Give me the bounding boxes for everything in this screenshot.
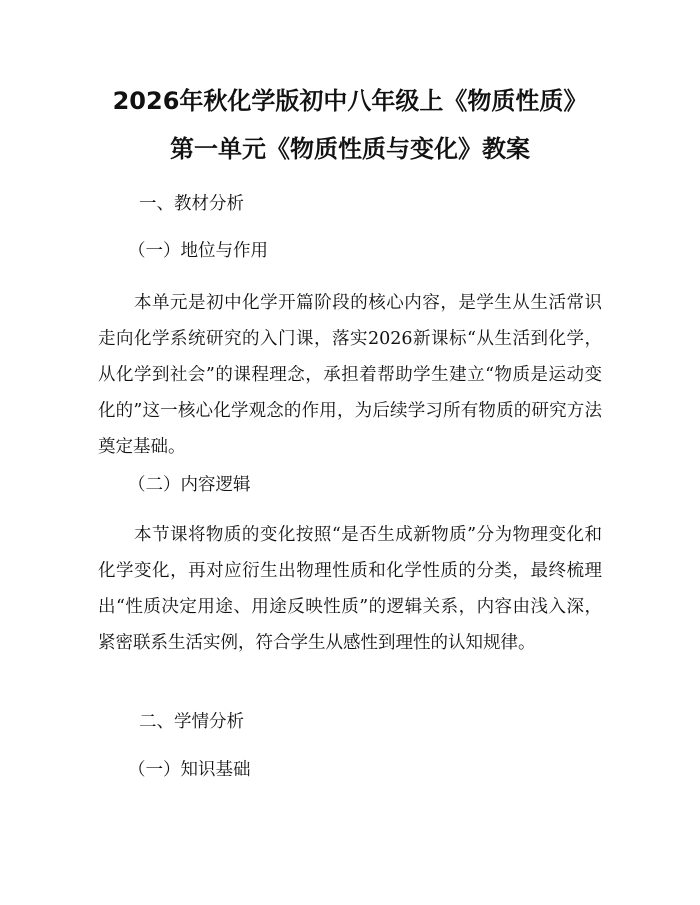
subsection-heading-position-role: （一）地位与作用 xyxy=(128,241,268,261)
document-title-line2: 第一单元《物质性质与变化》教案 xyxy=(170,135,530,163)
subsection-heading-content-logic: （二）内容逻辑 xyxy=(128,475,251,495)
section-heading-textbook-analysis: 一、教材分析 xyxy=(139,194,244,214)
paragraph-content-logic: 本节课将物质的变化按照“是否生成新物质”分为物理变化和化学变化，再对应衍生出物理性质和化学性质的分类，最终梳理出“性质决定用途、用途反映性质”的逻辑关系，内容由浅入深，紧密联系生活实例，符合学生从感性到理性的认知规律。 xyxy=(98,525,602,653)
section-heading-learner-analysis: 二、学情分析 xyxy=(139,712,244,732)
document-title-line1: 2026年秋化学版初中八年级上《物质性质》 xyxy=(112,87,588,115)
subsection-heading-knowledge-base: （一）知识基础 xyxy=(128,760,251,780)
paragraph-position-role: 本单元是初中化学开篇阶段的核心内容，是学生从生活常识走向化学系统研究的入门课，落实2026新课标“从生活到化学，从化学到社会”的课程理念，承担着帮助学生建立“物质是运动变化的”这一核心化学观念的作用，为后续学习所有物质的研究方法奠定基础。 xyxy=(98,293,602,457)
